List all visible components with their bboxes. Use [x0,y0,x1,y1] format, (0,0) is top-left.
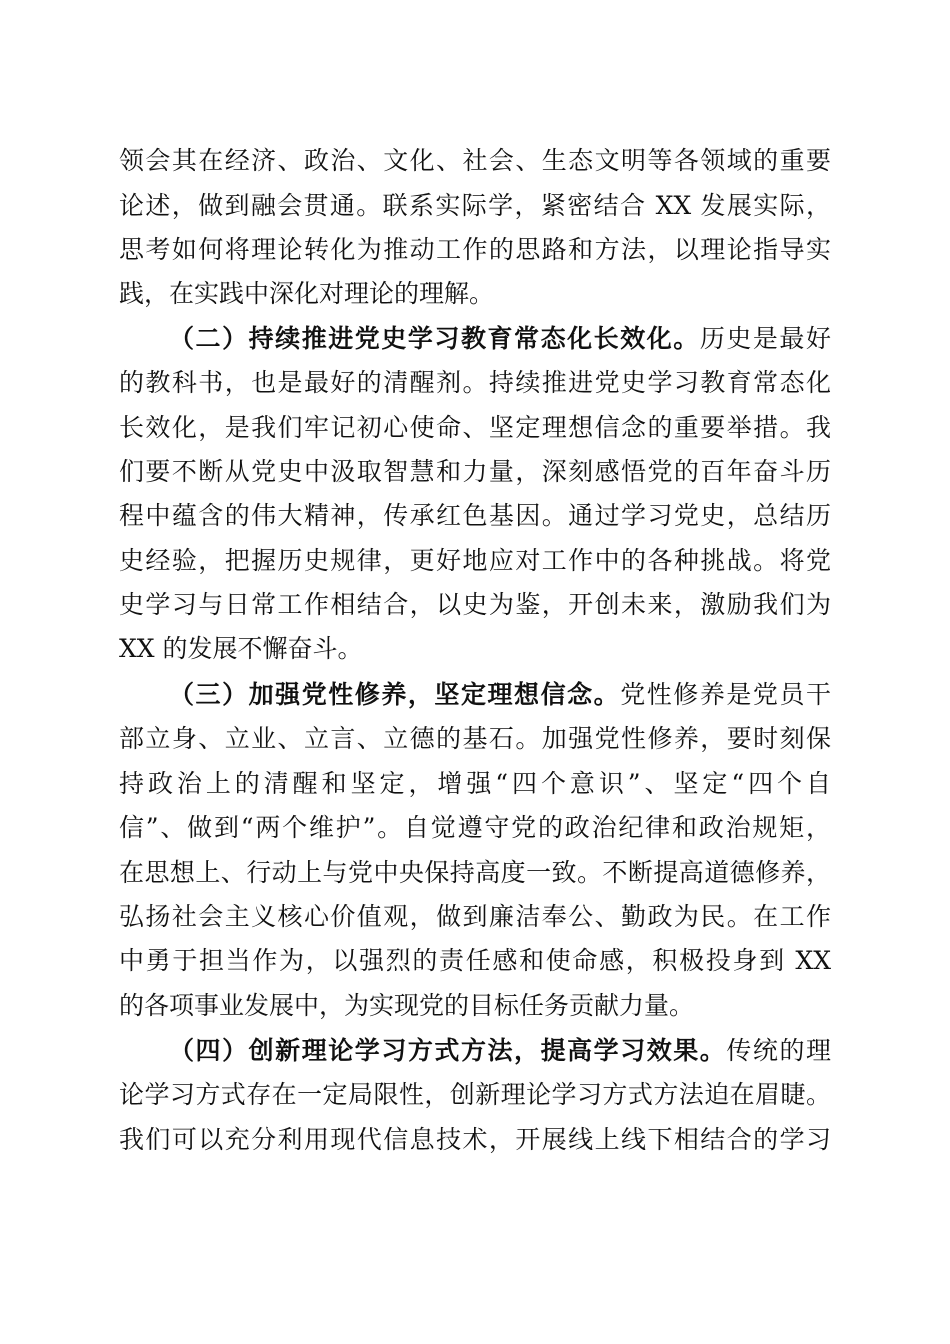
paragraph-2-line-8: XX 的发展不懈奋斗。 [119,634,363,663]
paragraph-3-line-3: 持政治上的清醒和坚定，增强“四个意识”、坚定“四个自 [119,769,831,798]
paragraph-4-line-2: 论学习方式存在一定局限性，创新理论学习方式方法迫在眉睫。 [119,1080,831,1109]
paragraph-2-line-6: 史经验，把握历史规律，更好地应对工作中的各种挑战。将党 [119,546,831,575]
paragraph-1-line-2: 论述，做到融会贯通。联系实际学，紧密结合 XX 发展实际， [119,191,831,220]
paragraph-2-line-5: 程中蕴含的伟大精神，传承红色基因。通过学习党史，总结历 [119,501,831,530]
paragraph-2-line-4: 们要不断从党史中汲取智慧和力量，深刻感悟党的百年奋斗历 [119,457,831,486]
section-heading-3: （三）加强党性修养，坚定理想信念。 [169,680,621,709]
paragraph-3-line-1 [169,673,831,717]
paragraph-3-line-8: 的各项事业发展中，为实现党的目标任务贡献力量。 [119,991,695,1020]
paragraph-3-line-5: 在思想上、行动上与党中央保持高度一致。不断提高道德修养， [119,858,831,887]
paragraph-3-line-4: 信”、做到“两个维护”。自觉遵守党的政治纪律和政治规矩， [119,813,831,842]
paragraph-1-line-1: 领会其在经济、政治、文化、社会、生态文明等各领域的重要 [119,146,831,175]
paragraph-2-line-7: 史学习与日常工作相结合，以史为鉴，开创未来，激励我们为 [119,590,831,619]
paragraph-2-lead: 历史是最好 [699,324,831,353]
paragraph-1-line-3: 思考如何将理论转化为推动工作的思路和方法，以理论指导实 [119,235,831,264]
section-heading-4: （四）创新理论学习方式方法，提高学习效果。 [169,1036,727,1065]
paragraph-2-line-3: 长效化，是我们牢记初心使命、坚定理想信念的重要举措。我 [119,413,831,442]
paragraph-3-line-2: 部立身、立业、立言、立德的基石。加强党性修养，要时刻保 [119,724,831,753]
section-heading-2: （二）持续推进党史学习教育常态化长效化。 [169,324,700,353]
paragraph-4-line-3: 我们可以充分利用现代信息技术，开展线上线下相结合的学习 [119,1125,831,1154]
paragraph-3-lead: 党性修养是党员干 [620,680,831,709]
paragraph-3-line-7: 中勇于担当作为，以强烈的责任感和使命感，积极投身到 XX [119,946,831,975]
paragraph-4-line-1 [169,1029,831,1073]
paragraph-2-line-2: 的教科书，也是最好的清醒剂。持续推进党史学习教育常态化 [119,368,831,397]
paragraph-1-line-4: 践，在实践中深化对理论的理解。 [119,279,495,308]
paragraph-3-line-6: 弘扬社会主义核心价值观，做到廉洁奉公、勤政为民。在工作 [119,902,831,931]
paragraph-2-line-1 [169,317,831,361]
paragraph-4-lead: 传统的理 [726,1036,831,1065]
